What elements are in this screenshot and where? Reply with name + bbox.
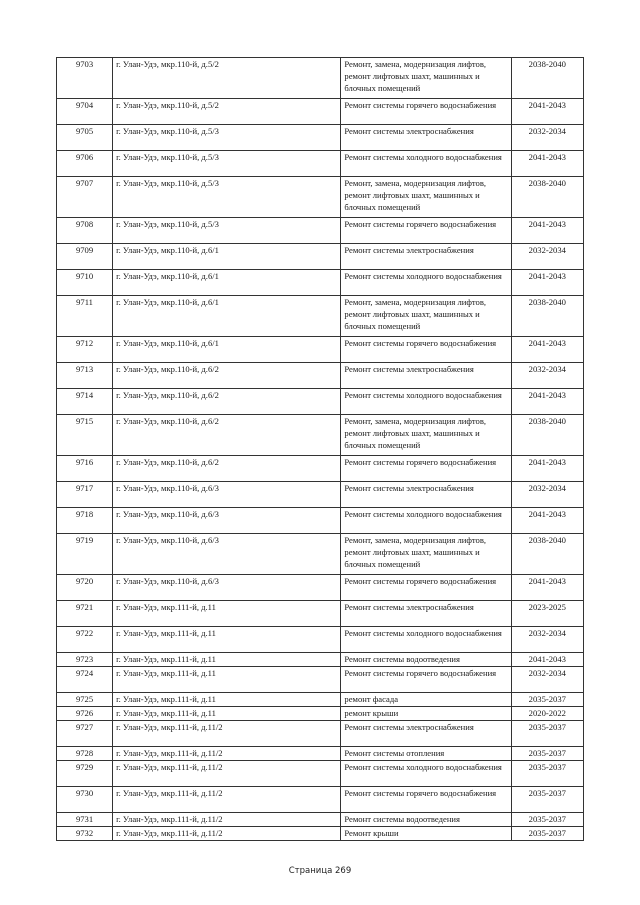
row-work-type: Ремонт системы холодного водоснабжения — [341, 270, 511, 296]
row-period: 2035-2037 — [511, 813, 583, 827]
row-address: г. Улан-Удэ, мкр.111-й, д.11/2 — [113, 747, 341, 761]
row-number: 9712 — [57, 337, 113, 363]
row-period: 2032-2034 — [511, 244, 583, 270]
row-number: 9728 — [57, 747, 113, 761]
table-row — [57, 151, 584, 177]
row-work-type: Ремонт системы холодного водоснабжения — [341, 151, 511, 177]
row-address: г. Улан-Удэ, мкр.111-й, д.11 — [113, 707, 341, 721]
row-number: 9726 — [57, 707, 113, 721]
row-number: 9715 — [57, 415, 113, 456]
table-row — [57, 218, 584, 244]
table-row — [57, 787, 584, 813]
row-work-type: Ремонт системы горячего водоснабжения — [341, 456, 511, 482]
row-work-type: Ремонт системы электроснабжения — [341, 125, 511, 151]
table-row — [57, 337, 584, 363]
row-work-type: Ремонт системы электроснабжения — [341, 244, 511, 270]
row-work-type: Ремонт системы горячего водоснабжения — [341, 218, 511, 244]
row-period: 2035-2037 — [511, 827, 583, 841]
row-address: г. Улан-Удэ, мкр.111-й, д.11/2 — [113, 827, 341, 841]
row-period: 2032-2034 — [511, 125, 583, 151]
table-row — [57, 827, 584, 841]
row-number: 9729 — [57, 761, 113, 787]
row-address: г. Улан-Удэ, мкр.110-й, д.5/3 — [113, 218, 341, 244]
table-row — [57, 456, 584, 482]
table-row — [57, 667, 584, 693]
row-address: г. Улан-Удэ, мкр.110-й, д.6/2 — [113, 456, 341, 482]
row-work-type: Ремонт системы водоотведения — [341, 653, 511, 667]
row-period: 2035-2037 — [511, 693, 583, 707]
table-row — [57, 296, 584, 337]
row-address: г. Улан-Удэ, мкр.110-й, д.5/3 — [113, 151, 341, 177]
row-period: 2038-2040 — [511, 296, 583, 337]
row-period: 2041-2043 — [511, 337, 583, 363]
table-row — [57, 177, 584, 218]
row-number: 9714 — [57, 389, 113, 415]
row-work-type: Ремонт системы горячего водоснабжения — [341, 99, 511, 125]
row-address: г. Улан-Удэ, мкр.110-й, д.6/1 — [113, 270, 341, 296]
row-number: 9708 — [57, 218, 113, 244]
table-body — [57, 58, 584, 841]
table-row — [57, 244, 584, 270]
row-address: г. Улан-Удэ, мкр.111-й, д.11 — [113, 693, 341, 707]
row-work-type: Ремонт системы холодного водоснабжения — [341, 508, 511, 534]
row-address: г. Улан-Удэ, мкр.110-й, д.6/2 — [113, 415, 341, 456]
row-address: г. Улан-Удэ, мкр.110-й, д.5/2 — [113, 58, 341, 99]
row-work-type: Ремонт системы холодного водоснабжения — [341, 761, 511, 787]
row-address: г. Улан-Удэ, мкр.110-й, д.5/3 — [113, 125, 341, 151]
row-number: 9724 — [57, 667, 113, 693]
table-row — [57, 482, 584, 508]
row-address: г. Улан-Удэ, мкр.110-й, д.6/3 — [113, 575, 341, 601]
row-work-type: Ремонт, замена, модернизация лифтов, ремонт лифтовых шахт, машинных и блочных помещений — [341, 534, 511, 575]
table-row — [57, 125, 584, 151]
row-number: 9727 — [57, 721, 113, 747]
row-period: 2041-2043 — [511, 389, 583, 415]
row-period: 2038-2040 — [511, 177, 583, 218]
row-number: 9710 — [57, 270, 113, 296]
row-address: г. Улан-Удэ, мкр.110-й, д.5/3 — [113, 177, 341, 218]
row-number: 9722 — [57, 627, 113, 653]
row-period: 2038-2040 — [511, 415, 583, 456]
row-number: 9725 — [57, 693, 113, 707]
row-work-type: Ремонт системы электроснабжения — [341, 721, 511, 747]
row-address: г. Улан-Удэ, мкр.111-й, д.11/2 — [113, 787, 341, 813]
row-period: 2041-2043 — [511, 508, 583, 534]
row-period: 2035-2037 — [511, 787, 583, 813]
row-address: г. Улан-Удэ, мкр.110-й, д.6/1 — [113, 296, 341, 337]
row-address: г. Улан-Удэ, мкр.110-й, д.6/1 — [113, 337, 341, 363]
row-address: г. Улан-Удэ, мкр.110-й, д.6/2 — [113, 363, 341, 389]
row-address: г. Улан-Удэ, мкр.111-й, д.11 — [113, 601, 341, 627]
row-period: 2032-2034 — [511, 363, 583, 389]
row-address: г. Улан-Удэ, мкр.111-й, д.11 — [113, 653, 341, 667]
table-row — [57, 58, 584, 99]
table-row — [57, 363, 584, 389]
row-address: г. Улан-Удэ, мкр.110-й, д.6/3 — [113, 534, 341, 575]
table-row — [57, 653, 584, 667]
row-number: 9720 — [57, 575, 113, 601]
row-number: 9709 — [57, 244, 113, 270]
row-period: 2032-2034 — [511, 482, 583, 508]
table-row — [57, 627, 584, 653]
table-row — [57, 389, 584, 415]
row-number: 9705 — [57, 125, 113, 151]
row-work-type: Ремонт системы горячего водоснабжения — [341, 667, 511, 693]
row-work-type: Ремонт, замена, модернизация лифтов, ремонт лифтовых шахт, машинных и блочных помещений — [341, 177, 511, 218]
row-number: 9732 — [57, 827, 113, 841]
row-work-type: Ремонт, замена, модернизация лифтов, ремонт лифтовых шахт, машинных и блочных помещений — [341, 415, 511, 456]
table-row — [57, 813, 584, 827]
row-period: 2038-2040 — [511, 534, 583, 575]
row-number: 9706 — [57, 151, 113, 177]
row-number: 9716 — [57, 456, 113, 482]
table-row — [57, 721, 584, 747]
row-period: 2032-2034 — [511, 667, 583, 693]
row-period: 2035-2037 — [511, 721, 583, 747]
row-number: 9707 — [57, 177, 113, 218]
row-work-type: Ремонт системы холодного водоснабжения — [341, 627, 511, 653]
row-address: г. Улан-Удэ, мкр.111-й, д.11/2 — [113, 813, 341, 827]
row-work-type: Ремонт системы электроснабжения — [341, 482, 511, 508]
row-number: 9721 — [57, 601, 113, 627]
row-number: 9713 — [57, 363, 113, 389]
row-address: г. Улан-Удэ, мкр.110-й, д.5/2 — [113, 99, 341, 125]
row-number: 9717 — [57, 482, 113, 508]
row-period: 2041-2043 — [511, 99, 583, 125]
table-row — [57, 415, 584, 456]
row-period: 2032-2034 — [511, 627, 583, 653]
table-row — [57, 575, 584, 601]
row-number: 9704 — [57, 99, 113, 125]
row-number: 9718 — [57, 508, 113, 534]
row-period: 2041-2043 — [511, 151, 583, 177]
row-number: 9711 — [57, 296, 113, 337]
row-work-type: Ремонт, замена, модернизация лифтов, ремонт лифтовых шахт, машинных и блочных помещений — [341, 296, 511, 337]
row-address: г. Улан-Удэ, мкр.111-й, д.11 — [113, 667, 341, 693]
row-work-type: Ремонт системы горячего водоснабжения — [341, 787, 511, 813]
row-work-type: ремонт крыши — [341, 707, 511, 721]
row-work-type: Ремонт системы горячего водоснабжения — [341, 337, 511, 363]
row-address: г. Улан-Удэ, мкр.110-й, д.6/2 — [113, 389, 341, 415]
row-period: 2020-2022 — [511, 707, 583, 721]
page-number: Страница 269 — [288, 866, 352, 876]
row-number: 9719 — [57, 534, 113, 575]
row-address: г. Улан-Удэ, мкр.111-й, д.11/2 — [113, 721, 341, 747]
row-work-type: Ремонт крыши — [341, 827, 511, 841]
row-address: г. Улан-Удэ, мкр.111-й, д.11 — [113, 627, 341, 653]
row-period: 2041-2043 — [511, 575, 583, 601]
row-work-type: Ремонт системы электроснабжения — [341, 363, 511, 389]
row-work-type: ремонт фасада — [341, 693, 511, 707]
row-period: 2023-2025 — [511, 601, 583, 627]
row-number: 9731 — [57, 813, 113, 827]
row-number: 9703 — [57, 58, 113, 99]
row-period: 2038-2040 — [511, 58, 583, 99]
table-row — [57, 601, 584, 627]
row-address: г. Улан-Удэ, мкр.110-й, д.6/1 — [113, 244, 341, 270]
row-period: 2041-2043 — [511, 218, 583, 244]
row-number: 9723 — [57, 653, 113, 667]
table-row — [57, 761, 584, 787]
row-work-type: Ремонт системы водоотведения — [341, 813, 511, 827]
row-period: 2035-2037 — [511, 747, 583, 761]
row-work-type: Ремонт системы электроснабжения — [341, 601, 511, 627]
row-period: 2041-2043 — [511, 270, 583, 296]
table-row — [57, 99, 584, 125]
row-address: г. Улан-Удэ, мкр.110-й, д.6/3 — [113, 482, 341, 508]
row-address: г. Улан-Удэ, мкр.110-й, д.6/3 — [113, 508, 341, 534]
table-row — [57, 270, 584, 296]
row-work-type: Ремонт, замена, модернизация лифтов, ремонт лифтовых шахт, машинных и блочных помещений — [341, 58, 511, 99]
row-number: 9730 — [57, 787, 113, 813]
table-row — [57, 508, 584, 534]
table-row — [57, 534, 584, 575]
row-period: 2041-2043 — [511, 456, 583, 482]
row-period: 2041-2043 — [511, 653, 583, 667]
row-work-type: Ремонт системы холодного водоснабжения — [341, 389, 511, 415]
row-period: 2035-2037 — [511, 761, 583, 787]
table-row — [57, 707, 584, 721]
row-address: г. Улан-Удэ, мкр.111-й, д.11/2 — [113, 761, 341, 787]
repair-schedule-table — [56, 57, 584, 841]
row-work-type: Ремонт системы отопления — [341, 747, 511, 761]
table-row — [57, 747, 584, 761]
table-row — [57, 693, 584, 707]
row-work-type: Ремонт системы горячего водоснабжения — [341, 575, 511, 601]
